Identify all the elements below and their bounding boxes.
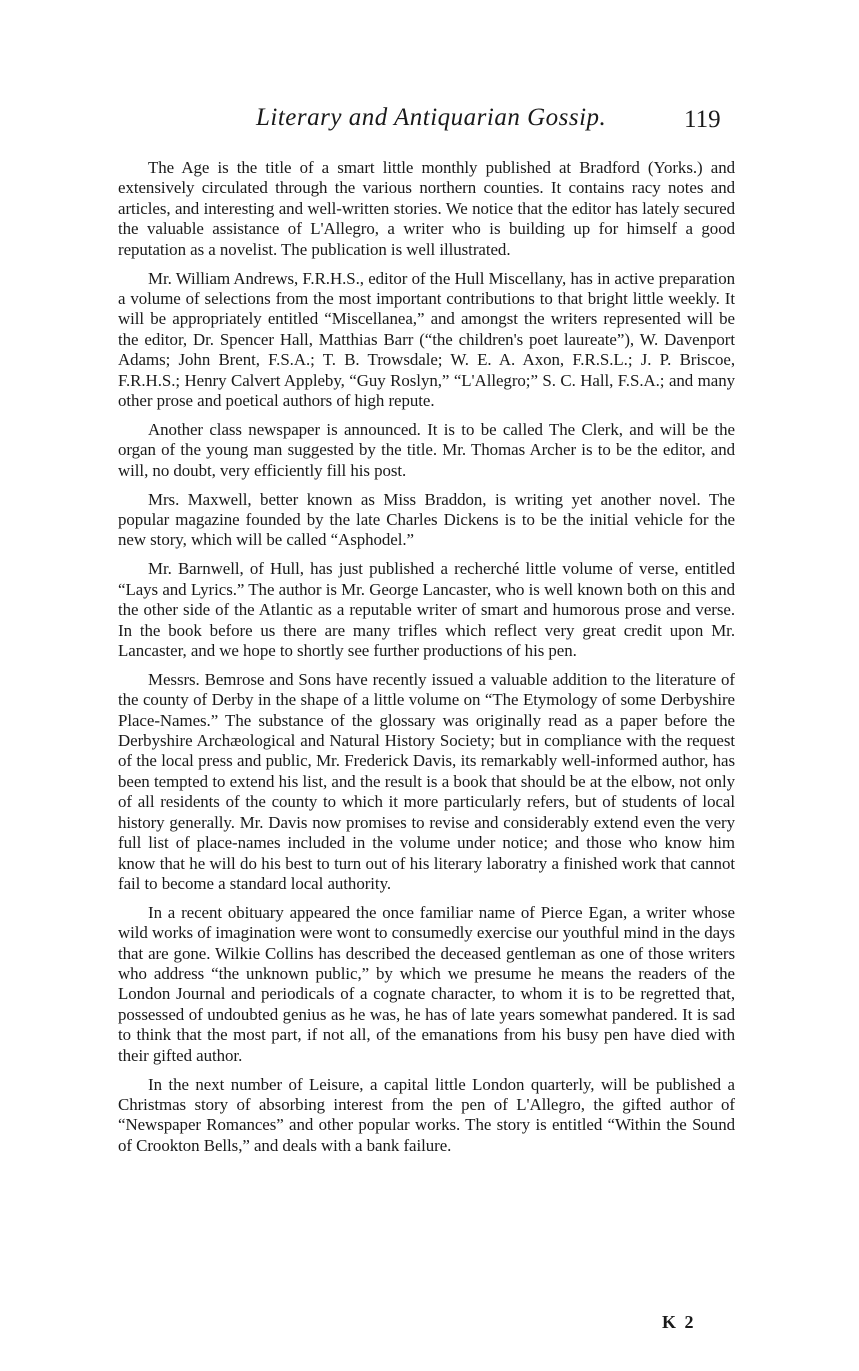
running-title: Literary and Antiquarian Gossip. [256,104,607,131]
paragraph-the-clerk: Another class newspaper is announced. It is to be called The Clerk, and will be the organ of the young man suggested by the title. Mr. Thomas Archer is to be the editor, and will, no doubt, very efficiently fill his post. [118,419,735,480]
paragraph-pierce-egan: In a recent obituary appeared the once familiar name of Pierce Egan, a writer whose wild works of imagination were wont to consumedly exercise our youthful mind in the days that are gone. Wilkie Collins has described the deceased gentleman as one of those writers who address “the unknown public,” by which we presume he means the readers of the London Journal and periodicals of a cognate character, to whom it is to be regretted that, possessed of undoubted genius as he was, he has of late years somewhat pandered. It is sad to think that the most part, if not all, of the emanations from his busy pen have died with their gifted author. [118,902,735,1065]
paragraph-leisure: In the next number of Leisure, a capital little London quarterly, will be published a Christmas story of absorbing interest from the pen of L'Allegro, the gifted author of “Newspaper Romances” and other popular works. The story is entitled “Within the Sound of Crookton Bells,” and deals with a bank failure. [118,1074,735,1155]
page-number: 119 [684,106,721,133]
paragraph-lays-and-lyrics: Mr. Barnwell, of Hull, has just published a recherché little volume of verse, entitled “Lays and Lyrics.” The author is Mr. George Lancaster, who is well known both on this and the other side of the Atlantic as a reputable writer of smart and humorous prose and verse. In the book before us there are many trifles which reflect very great credit upon Mr. Lancaster, and we hope to shortly see further productions of his pen. [118,559,735,660]
paragraph-braddon: Mrs. Maxwell, better known as Miss Braddon, is writing yet another novel. The popular magazine founded by the late Charles Dickens is to be the initial vehicle for the new story, which will be called “Asphodel.” [118,489,735,550]
paragraph-derbyshire-place-names: Messrs. Bemrose and Sons have recently issued a valuable addition to the literature of the county of Derby in the shape of a little volume on “The Etymology of some Derbyshire Place-Names.” The substance of the glossary was originally read as a paper before the Derbyshire Archæological and Natural History Society; but in compliance with the request of the local press and public, Mr. Frederick Davis, its remarkably well-informed author, has been tempted to extend his list, and the result is a book that should be at the elbow, not only of all residents of the county to which it more particularly refers, but of students of local history generally. Mr. Davis now promises to revise and considerably extend even the very full list of place-names included in the volume under notice; and those who know him know that he will do his best to turn out of his literary laboratry a finished work that cannot fail to become a standard local authority. [118,669,735,893]
signature-mark: K 2 [662,1312,696,1332]
article-body [118,158,735,1156]
paragraph-hull-miscellany: Mr. William Andrews, F.R.H.S., editor of the Hull Miscellany, has in active preparation a volume of selections from the most important contributions to that bright little weekly. It will be appropriately entitled “Miscellanea,” and amongst the writers represented will be the editor, Dr. Spencer Hall, Matthias Barr (“the children's poet laureate”), W. Davenport Adams; John Brent, F.S.A.; T. B. Trowsdale; W. E. A. Axon, F.R.S.L.; J. P. Briscoe, F.R.H.S.; Henry Calvert Appleby, “Guy Roslyn,” “L'Allegro;” S. C. Hall, F.S.A.; and many other prose and poetical authors of high repute. [118,268,735,410]
paragraph-the-age: The Age is the title of a smart little monthly published at Bradford (Yorks.) and extensively circulated through the various northern counties. It contains racy notes and articles, and interesting and well-written stories. We notice that the editor has lately secured the valuable assistance of L'Allegro, a writer who is building up for himself a good reputation as a novelist. The publication is well illustrated. [118,158,735,259]
